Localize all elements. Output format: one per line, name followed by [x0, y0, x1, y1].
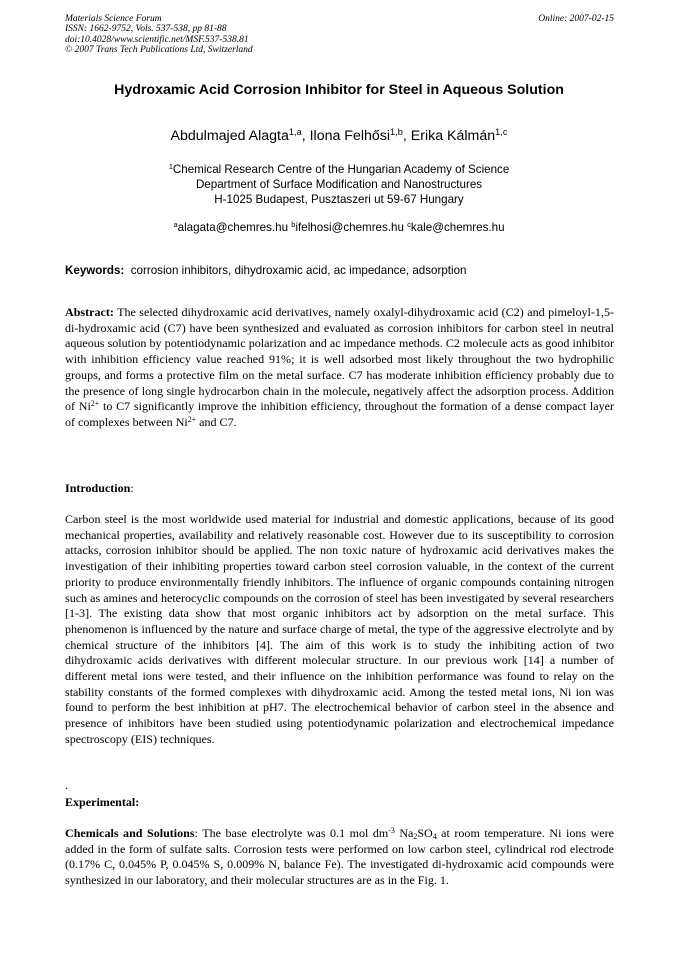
affil-institution: Chemical Research Centre of the Hungarian Academy of Science [172, 163, 510, 176]
doi-link[interactable]: doi:10.4028/www.scientific.net/MSF.537-538.81 [65, 34, 249, 45]
keywords-line [65, 264, 614, 277]
online-date: Online: 2007-02-15 [538, 14, 614, 24]
keywords-label: Keywords: [65, 264, 125, 277]
copyright-line: © 2007 Trans Tech Publications Ltd, Switzerland [65, 45, 253, 56]
author-name: Ilona Felhősi [309, 128, 391, 144]
author-affil-mark: 1,b [390, 126, 403, 137]
introduction-heading: Introduction: [65, 481, 134, 495]
author-affil-mark: 1,a [288, 126, 302, 137]
chemicals-label: Chemicals and Solutions [65, 826, 195, 840]
affil-mark: 1 [168, 161, 173, 171]
abstract-paragraph: Abstract: The selected dihydroxamic acid derivatives, namely oxalyl-dihydroxamic acid (C2) and pimeloyl-1,5-di-hydroxamic acid (C7) have been synthesized and evaluated as corrosion inhibitors for carbon steel in neutral aqueous solution by potentiodynamic polarization and ac impedance methods. C2 molecule acts as good inhibitor with inhibition efficiency value reached 91%; it is well adsorbed most likely throughout the two hydrophilic groups, and forms a protective film on the metal surface. C7 has moderate inhibition efficiency probably due to the presence of long single hydrocarbon chain in the molecule, negatively affect the adsorption process. Addition of $Ni^{2+}$ to C7 significantly improve the inhibition efficiency, throughout the formation of a dense compact layer of complexes between $Ni^{2+}$ and C7. [65, 305, 615, 429]
journal-name: Materials Science Forum [65, 14, 162, 24]
abstract-text: negatively affect the adsorption process. Addition of Ni [65, 383, 614, 414]
experimental-heading: Experimental: [65, 795, 140, 809]
running-header [65, 14, 614, 56]
affil-address: H-1025 Budapest, Pusztaszeri ut 59-67 Hungary [214, 193, 464, 206]
ion-charge: 2+ [187, 414, 197, 424]
issn-line: ISSN: 1662-9752, Vols. 537-538, pp 81-88 [65, 24, 227, 35]
ion-charge: 2+ [90, 398, 100, 408]
abstract-text: The selected dihydroxamic acid derivatives, namely oxalyl-dihydroxamic acid (C2) and pimeloyl-1,5-di-hydroxamic acid (C7) have been synthesized and evaluated as corrosion inhibitors for carbon steel in neutral aqueous solution by potentiodynamic polarization and ac impedance methods. C2 molecule acts as good inhibitor with inhibition efficiency value reached 91%; it is well adsorbed most likely throughout the two hydrophilic groups, and forms a protective film on the metal surface. C7 has moderate inhibition efficiency probably due to the presence of long single hydrocarbon chain in the molecule [65, 305, 614, 398]
affil-department: Department of Surface Modification and Nanostructures [195, 178, 483, 191]
stray-period: . [65, 778, 69, 792]
email-mark: c [407, 219, 411, 229]
introduction-paragraph: Carbon steel is the most worldwide used material for industrial and domestic applications, because of its good mechanical properties, availability and relatively reasonable cost. However due to its susceptibility to corrosion attacks, corrosion inhibitor should be applied. The non toxic nature of hydroxamic acid derivatives makes the investigation of their inhibiting properties toward carbon steel corrosion valuable, in the context of the current priority to produce environmentally friendly inhibitors. The influence of organic compounds containing nitrogen such as amines and heterocyclic compounds on the corrosion of steel has been investigated by several researchers [1-3]. The existing data show that most organic inhibitors act by adsorption on the metal surface. This phenomenon is influenced by the nature and surface charge of metal, the type of the aggressive electrolyte and by chemical structure of the inhibitors [4]. The aim of this work is to study the inhibiting action of two dihydroxamic acids derivatives with different molecular structure. In our previous work [14] a number of different metal ions were tested, and their influence on the inhibition performance was found to relay on the stability constants of the formed complexes with dihydroxamic acid. Among the tested metal ions, Ni ion was found to perform the best inhibition at pH7. The electrochemical behavior of carbon steel in the absence and presence of inhibitors have been studied using potentiodynamic polarization and electrochemical impedance spectroscopy (EIS) techniques. [65, 512, 614, 746]
abstract-text: and C7. [196, 414, 237, 429]
abstract-text: to C7 significantly improve the inhibition efficiency, throughout the formation of a dense compact layer of complexes between Ni [65, 399, 615, 429]
keywords-text: corrosion inhibitors, dihydroxamic acid, ac impedance, adsorption [130, 264, 467, 277]
email-mark: b [291, 219, 296, 229]
author-list: Abdulmajed Alagta$^{1,a}$, Ilona Felhősi$^{1,b}$, Erika Kálmán$^{1,c}$ [170, 126, 508, 144]
email-line [0, 221, 678, 234]
email-address[interactable]: ifelhosi@chemres.hu [295, 221, 404, 234]
author-name: Abdulmajed Alagta [170, 128, 289, 144]
author-affil-mark: 1,c [495, 126, 508, 137]
chemicals-paragraph: Chemicals and Solutions: The base electrolyte was 0.1 mol $dm^{-3}$ $Na_2SO_4$ at room temperature. Ni ions were added in the form of sulfate salts. Corrosion tests were performed on low carbon steel, cylindrical rod electrode (0.17% C, 0.045% P, 0.045% S, 0.009% N, balance Fe). The investigated di-hydroxamic acid compounds were synthesized in our laboratory, and their molecular structures are as in the Fig. 1. [65, 825, 614, 888]
email-address[interactable]: alagata@chemres.hu [177, 221, 289, 234]
abstract-label: Abstract: [65, 305, 114, 319]
author-name: Erika Kálmán [410, 128, 496, 144]
email-mark: a [173, 219, 178, 229]
affiliation-block [0, 162, 678, 207]
paper-title: Hydroxamic Acid Corrosion Inhibitor for Steel in Aqueous Solution [114, 82, 564, 98]
email-address[interactable]: kale@chemres.hu [410, 221, 505, 234]
